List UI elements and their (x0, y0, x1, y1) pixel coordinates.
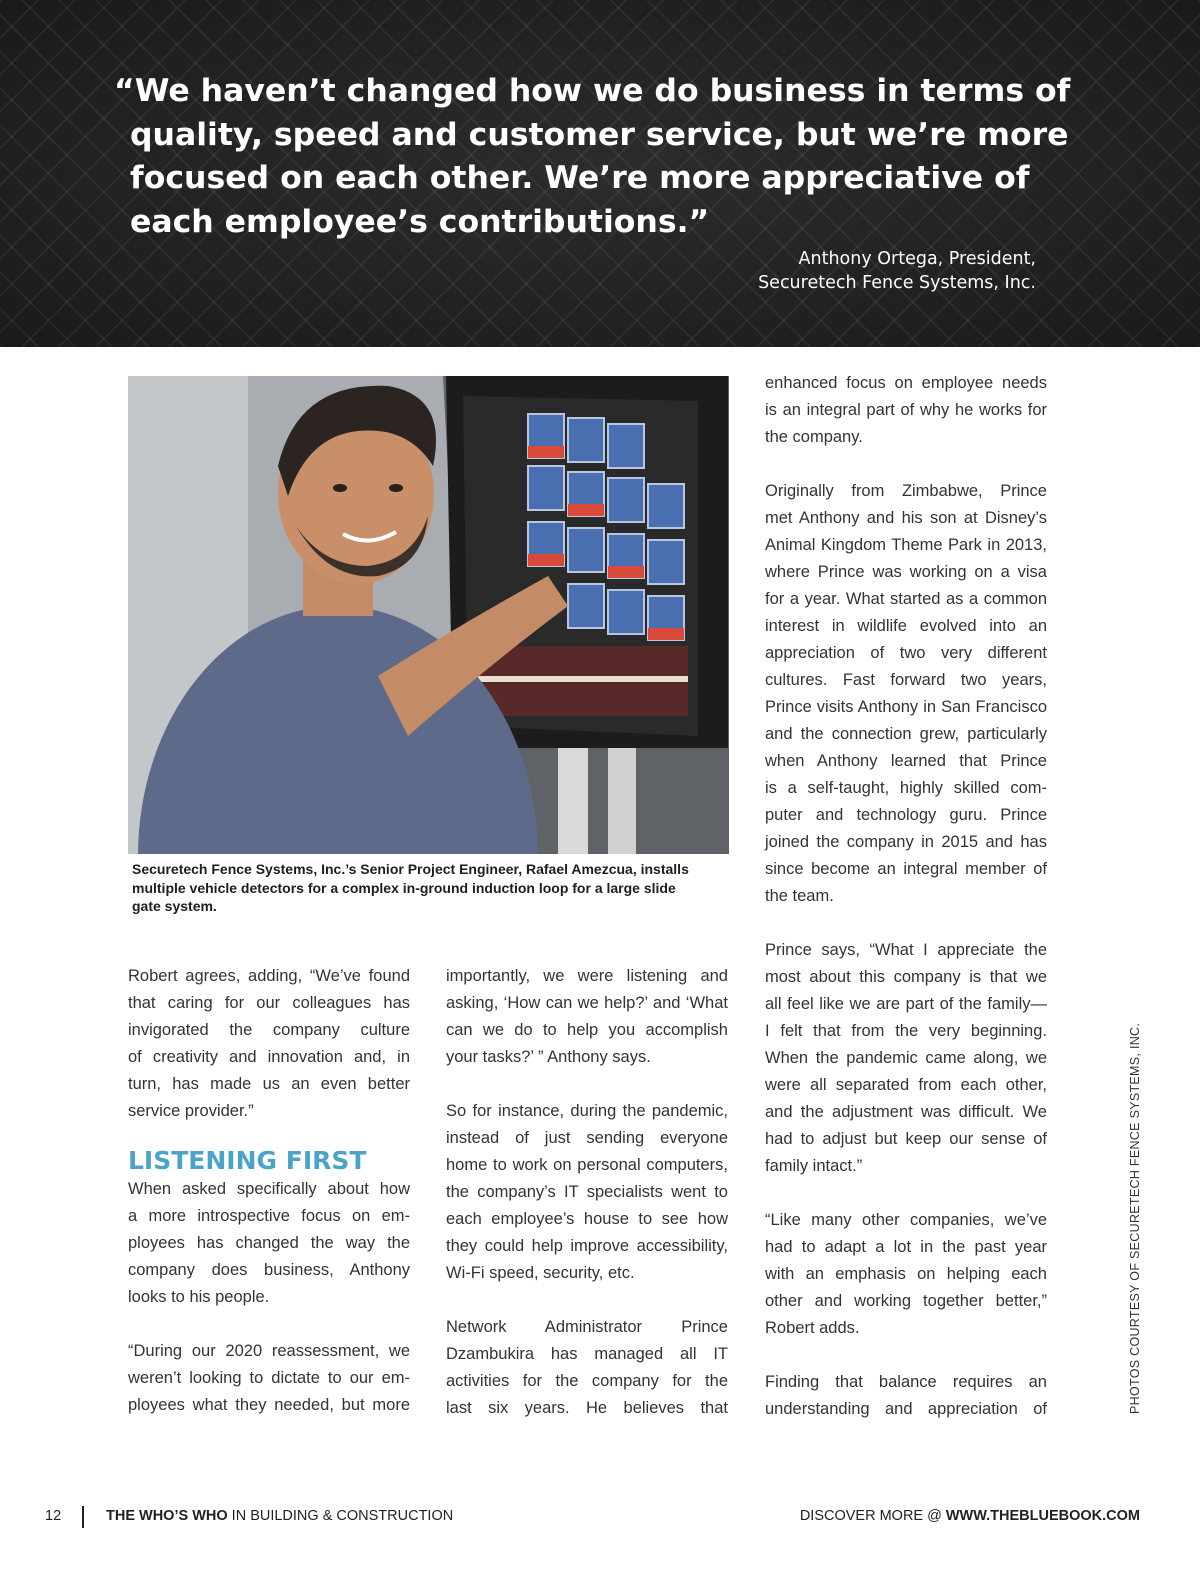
text-line: is a self-taught, highly skilled com- (765, 779, 1047, 797)
quote-line: “We haven’t changed how we do business in terms of (114, 73, 1071, 109)
section-heading: LISTENING FIRST (128, 1146, 367, 1175)
quote-attribution (758, 248, 1036, 295)
attribution-line: Securetech Fence Systems, Inc. (758, 272, 1036, 293)
paragraph (765, 937, 1047, 1180)
text-line: Originally from Zimbabwe, Prince (765, 482, 1047, 500)
text-line: invigorated the company culture (128, 1021, 410, 1039)
text-line: had to adapt a lot in the past year (765, 1238, 1047, 1256)
photo-caption (132, 860, 722, 916)
text-line: Prince says, “What I appreciate the (765, 941, 1047, 959)
text-line: they could help improve accessibility, (446, 1237, 728, 1255)
paragraph (765, 478, 1047, 910)
article-column-3 (765, 370, 1047, 1423)
page-footer (0, 1500, 1200, 1532)
publication-name-rest: IN BUILDING & CONSTRUCTION (227, 1508, 454, 1524)
text-line: where Prince was working on a visa (765, 563, 1047, 581)
text-line: ployees has changed the way the (128, 1234, 410, 1252)
text-line: for a year. What started as a common (765, 590, 1047, 608)
text-line: last six years. He believes that (446, 1399, 728, 1417)
paragraph (765, 1207, 1047, 1342)
text-line: were all separated from each other, (765, 1076, 1047, 1094)
text-line: “Like many other companies, we’ve (765, 1211, 1047, 1229)
website-link[interactable]: WWW.THEBLUEBOOK.COM (945, 1508, 1140, 1524)
text-line: appreciation of two very different (765, 644, 1047, 662)
text-line: activities for the company for the (446, 1372, 728, 1390)
text-line: met Anthony and his son at Disney’s (765, 509, 1047, 527)
text-line: Wi-Fi speed, security, etc. (446, 1264, 635, 1282)
caption-line: gate system. (132, 898, 217, 914)
pull-quote (114, 70, 1071, 244)
text-line: service provider.” (128, 1102, 254, 1120)
text-line: Dzambukira has managed all IT (446, 1345, 728, 1363)
paragraph (128, 1338, 410, 1419)
text-line: most about this company is that we (765, 968, 1047, 986)
text-line: puter and technology guru. Prince (765, 806, 1047, 824)
quote-banner (0, 0, 1200, 347)
text-line: instead of just sending everyone (446, 1129, 728, 1147)
text-line: that caring for our colleagues has (128, 994, 410, 1012)
publication-name (106, 1508, 453, 1524)
text-line: understanding and appreciation of (765, 1400, 1047, 1418)
text-line: a more introspective focus on em- (128, 1207, 410, 1225)
attribution-line: Anthony Ortega, President, (798, 249, 1036, 269)
footer-divider (82, 1506, 84, 1528)
quote-line: each employee’s contributions.” (130, 203, 710, 240)
text-line: and the connection grew, particularly (765, 725, 1047, 743)
text-line: asking, ‘How can we help?’ and ‘What (446, 994, 728, 1012)
text-line: looks to his people. (128, 1288, 270, 1306)
text-line: So for instance, during the pandemic, (446, 1102, 728, 1120)
text-line: “During our 2020 reassessment, we (128, 1342, 410, 1360)
text-line: joined the company in 2015 and has (765, 833, 1047, 851)
paragraph (128, 1176, 410, 1311)
text-line: the company’s IT specialists went to (446, 1183, 728, 1201)
text-line: family intact.” (765, 1157, 863, 1175)
paragraph (765, 1369, 1047, 1423)
text-line: when Anthony learned that Prince (765, 752, 1047, 770)
text-line: enhanced focus on employee needs (765, 374, 1047, 392)
paragraph (446, 1098, 728, 1287)
text-line: and the adjustment was difficult. We (765, 1103, 1047, 1121)
text-line: Robert agrees, adding, “We’ve found (128, 967, 410, 985)
quote-line: focused on each other. We’re more appreciative of (130, 160, 1030, 196)
text-line: home to work on personal computers, (446, 1156, 728, 1174)
text-line: Network Administrator Prince (446, 1318, 728, 1336)
text-line: Prince visits Anthony in San Francisco (765, 698, 1047, 716)
text-line: had to adjust but keep our sense of (765, 1130, 1047, 1148)
text-line: of creativity and innovation and, in (128, 1048, 410, 1066)
text-line: each employee’s house to see how (446, 1210, 728, 1228)
text-line: can we do to help you accomplish (446, 1021, 728, 1039)
text-line: turn, has made us an even better (128, 1075, 410, 1093)
article-column-2 (446, 963, 728, 1422)
caption-line: multiple vehicle detectors for a complex in-ground induction loop for a large slide (132, 879, 676, 896)
text-line: Robert adds. (765, 1319, 860, 1337)
text-line: When the pandemic came along, we (765, 1049, 1047, 1067)
text-line: all feel like we are part of the family— (765, 995, 1047, 1013)
quote-line: quality, speed and customer service, but we’re more (130, 116, 1069, 153)
paragraph (446, 1314, 728, 1422)
caption-line: Securetech Fence Systems, Inc.’s Senior Project Engineer, Rafael Amezcua, installs (132, 861, 689, 877)
discover-prefix: DISCOVER MORE @ (799, 1508, 946, 1524)
text-line: since become an integral member of (765, 860, 1047, 878)
publication-name-bold: THE WHO’S WHO (106, 1508, 228, 1524)
text-line: is an integral part of why he works for (765, 401, 1047, 419)
text-line: I felt that from the very beginning. (765, 1022, 1047, 1040)
paragraph (128, 963, 410, 1125)
text-line: other and working together better,” (765, 1292, 1047, 1310)
paragraph (446, 963, 728, 1071)
text-line: the company. (765, 428, 863, 446)
text-line: your tasks?’ ” Anthony says. (446, 1048, 651, 1066)
page-number: 12 (45, 1508, 62, 1524)
text-line: ployees what they needed, but more (128, 1396, 410, 1414)
technician-photo (128, 376, 729, 854)
text-line: Animal Kingdom Theme Park in 2013, (765, 536, 1047, 554)
text-line: When asked specifically about how (128, 1180, 410, 1198)
text-line: with an emphasis on helping each (765, 1265, 1047, 1283)
text-line: importantly, we were listening and (446, 967, 728, 985)
text-line: company does business, Anthony (128, 1261, 410, 1279)
text-line: Finding that balance requires an (765, 1373, 1047, 1391)
text-line: interest in wildlife evolved into an (765, 617, 1047, 635)
text-line: cultures. Fast forward two years, (765, 671, 1047, 689)
discover-more (800, 1508, 1140, 1524)
text-line: the team. (765, 887, 834, 905)
photo-credit: PHOTOS COURTESY OF SECURETECH FENCE SYSTEMS, INC. (1128, 1022, 1142, 1414)
text-line: weren’t looking to dictate to our em- (128, 1369, 410, 1387)
article-column-1 (128, 963, 410, 1419)
paragraph (765, 370, 1047, 451)
